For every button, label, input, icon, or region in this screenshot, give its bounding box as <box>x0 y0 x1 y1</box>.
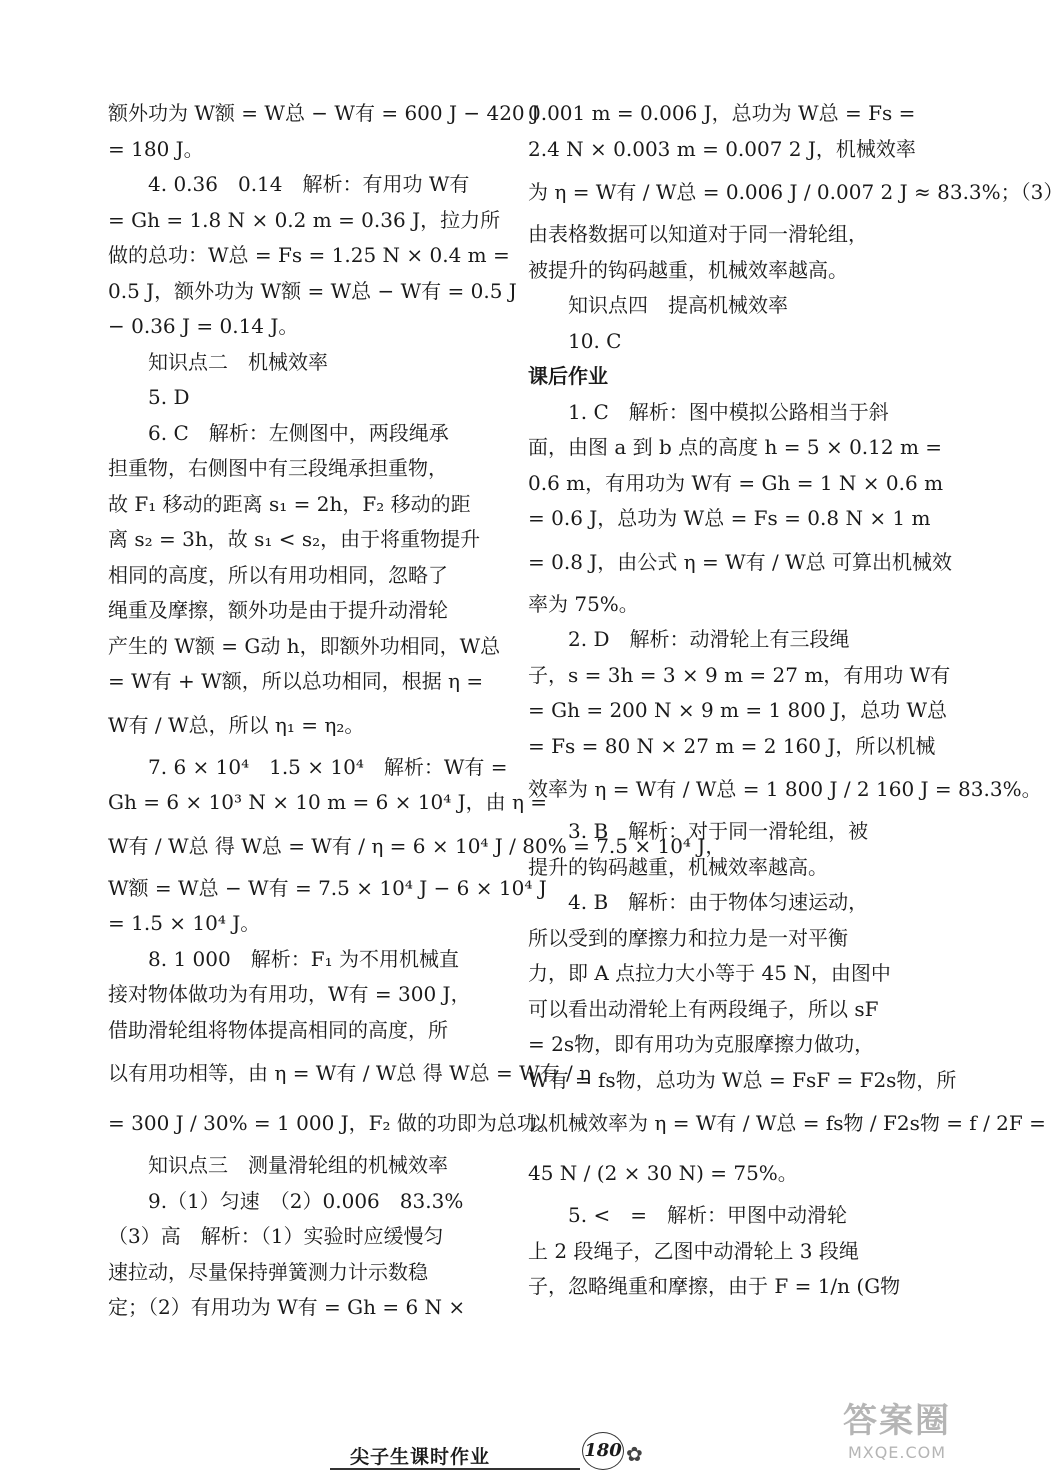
text-line: 子，忽略绳重和摩擦，由于 F = 1/n (G物 <box>528 1274 901 1298</box>
section-heading: 知识点二 机械效率 <box>148 349 328 374</box>
text-line: 由表格数据可以知道对于同一滑轮组， <box>528 222 868 246</box>
text-line: 7. 6 × 10⁴ 1.5 × 10⁴ 解析：W有 = <box>148 754 508 779</box>
formula-line: 效率为 η = W有 / W总 = 1 800 J / 2 160 J = 83.3%。 <box>528 777 1042 801</box>
text-line: = Gh = 1.8 N × 0.2 m = 0.36 J，拉力所 <box>108 207 501 232</box>
text-line: = Fs = 80 N × 27 m = 2 160 J，所以机械 <box>528 733 936 758</box>
text-line: 率为 75%。 <box>528 591 639 616</box>
text-line: 速拉动，尽量保持弹簧测力计示数稳 <box>108 1259 428 1284</box>
footer-title: 尖子生课时作业 <box>350 1446 491 1468</box>
watermark-text: 答案圈 <box>843 1401 951 1441</box>
page-number: 180 <box>582 1432 624 1470</box>
text-line: = 2s物，即有用功为克服摩擦力做功， <box>528 1032 875 1056</box>
text-line: 力，即 A 点拉力大小等于 45 N，由图中 <box>528 961 891 985</box>
text-line: 2. D 解析：动滑轮上有三段绳 <box>568 627 850 651</box>
text-line: 故 F₁ 移动的距离 s₁ = 2h，F₂ 移动的距 <box>108 491 471 516</box>
section-heading: 知识点四 提高机械效率 <box>568 293 788 317</box>
text-line: 所以受到的摩擦力和拉力是一对平衡 <box>528 925 848 950</box>
text-line: 子，s = 3h = 3 × 9 m = 27 m，有用功 W有 <box>528 662 951 687</box>
text-line: 接对物体做功为有用功，W有 = 300 J， <box>108 982 471 1006</box>
right-column <box>528 96 1063 1305</box>
text-line: 产生的 W额 = G动 h，即额外功相同，W总 <box>108 633 501 658</box>
watermark-url: MXQE.COM <box>847 1443 947 1462</box>
formula-line: 为 η = W有 / W总 = 0.006 J / 0.007 2 J ≈ 83.3%；（3） <box>528 180 1063 204</box>
text-line: = Gh = 200 N × 9 m = 1 800 J，总功 W总 <box>528 698 948 722</box>
text-line: 上 2 段绳子，乙图中动滑轮上 3 段绳 <box>528 1238 859 1263</box>
text-line: 3. B 解析：对于同一滑轮组，被 <box>568 819 869 843</box>
formula-line: 以机械效率为 η = W有 / W总 = fs物 / F2s物 = f / 2F = <box>528 1111 1046 1135</box>
text-line: = W有 + W额，所以总功相同，根据 η = <box>108 669 484 693</box>
text-line: 0.001 m = 0.006 J，总功为 W总 = Fs = <box>528 101 916 125</box>
text-line: 定；（2）有用功为 W有 = Gh = 6 N × <box>108 1295 466 1319</box>
text-line: 面，由图 a 到 b 点的高度 h = 5 × 0.12 m = <box>528 435 943 459</box>
formula-line: 以有用功相等，由 η = W有 / W总 得 W总 = W有 / η <box>108 1061 592 1085</box>
text-line: 4. B 解析：由于物体匀速运动， <box>568 890 869 914</box>
swirl-ornament-icon: ✿ <box>626 1442 643 1466</box>
text-line: 借助滑轮组将物体提高相同的高度，所 <box>108 1017 448 1042</box>
text-line: 相同的高度，所以有用功相同，忽略了 <box>108 562 448 587</box>
text-line: W额 = W总 − W有 = 7.5 × 10⁴ J − 6 × 10⁴ J <box>108 875 547 900</box>
text-line: 担重物，右侧图中有三段绳承担重物， <box>108 456 448 480</box>
text-line: = 0.6 J，总功为 W总 = Fs = 0.8 N × 1 m <box>528 506 931 530</box>
text-line: 可以看出动滑轮上有两段绳子，所以 sF <box>528 996 879 1021</box>
text-line: 额外功为 W额 = W总 − W有 = 600 J − 420 J <box>108 101 540 125</box>
formula-line: 45 N / (2 × 30 N) = 75%。 <box>528 1161 798 1185</box>
homework-heading: 课后作业 <box>528 364 608 388</box>
text-line: （3）高 解析：（1）实验时应缓慢匀 <box>108 1224 444 1248</box>
text-line: 4. 0.36 0.14 解析：有用功 W有 <box>148 172 470 196</box>
text-line: 绳重及摩擦，额外功是由于提升动滑轮 <box>108 598 448 622</box>
text-line: 做的总功：W总 = Fs = 1.25 N × 0.4 m = <box>108 243 510 267</box>
formula-line: W有 / W总，所以 η₁ = η₂。 <box>108 712 365 737</box>
formula-line: = 300 J / 30% = 1 000 J，F₂ 做的功即为总功。 <box>108 1111 557 1135</box>
text-line: 6. C 解析：左侧图中，两段绳承 <box>148 420 449 445</box>
text-line: 9.（1）匀速 （2）0.006 83.3% <box>148 1188 464 1213</box>
text-line: 8. 1 000 解析：F₁ 为不用机械直 <box>148 946 459 971</box>
page-footer <box>330 1436 660 1476</box>
text-line: 提升的钩码越重，机械效率越高。 <box>528 854 828 879</box>
text-line: 5. D <box>148 385 190 409</box>
formula-line: = 0.8 J，由公式 η = W有 / W总 可算出机械效 <box>528 549 953 574</box>
footer-rule <box>330 1468 580 1470</box>
text-line: Gh = 6 × 10³ N × 10 m = 6 × 10⁴ J，由 η = <box>108 790 548 814</box>
formula-line: W有 / W总 得 W总 = W有 / η = 6 × 10⁴ J / 80% = 7.5 × 10⁴ J， <box>108 833 726 858</box>
text-line: = 180 J。 <box>108 136 204 161</box>
text-line: 离 s₂ = 3h，故 s₁ < s₂，由于将重物提升 <box>108 527 481 551</box>
text-line: 0.5 J，额外功为 W额 = W总 − W有 = 0.5 J <box>108 278 517 303</box>
text-line: 1. C 解析：图中模拟公路相当于斜 <box>568 399 889 424</box>
text-line: 5. < = 解析：甲图中动滑轮 <box>568 1203 847 1227</box>
text-line: − 0.36 J = 0.14 J。 <box>108 314 299 338</box>
text-line: = 1.5 × 10⁴ J。 <box>108 911 261 935</box>
text-line: W有 = fs物，总功为 W总 = FsF = F2s物，所 <box>528 1067 957 1092</box>
text-line: 10. C <box>568 328 622 353</box>
watermark <box>812 1400 982 1476</box>
section-heading: 知识点三 测量滑轮组的机械效率 <box>148 1153 448 1177</box>
text-line: 2.4 N × 0.003 m = 0.007 2 J，机械效率 <box>528 136 916 161</box>
text-line: 0.6 m，有用功为 W有 = Gh = 1 N × 0.6 m <box>528 470 944 495</box>
text-line: 被提升的钩码越重，机械效率越高。 <box>528 257 848 282</box>
